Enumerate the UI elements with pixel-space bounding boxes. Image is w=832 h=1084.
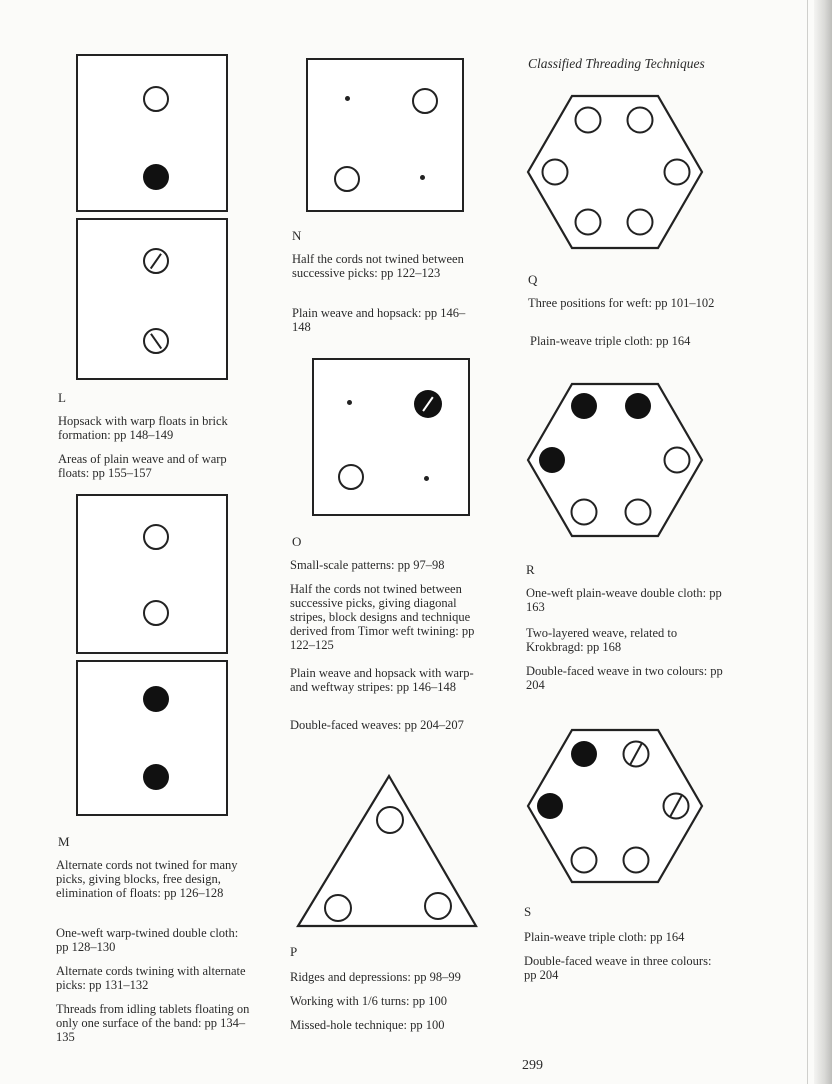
figure-n-caption: Half the cords not twined between successive picks: pp 122–123 <box>292 252 464 280</box>
hole-dot <box>420 175 425 180</box>
page-edge-line <box>807 0 808 1084</box>
figure-n-letter: N <box>292 228 302 243</box>
hole-filled <box>143 764 169 790</box>
figure-q-caption: Three positions for weft: pp 101–102 <box>528 296 715 310</box>
hole-dot <box>424 476 429 481</box>
figure-r-caption: Two-layered weave, related to Krokbragd: pp 168 <box>526 626 678 654</box>
figure-p-caption: Working with 1/6 turns: pp 100 <box>290 994 447 1008</box>
figure-p-triangle <box>292 772 482 932</box>
figure-o-caption: Plain weave and hopsack with warp- and weftway stripes: pp 146–148 <box>290 666 474 694</box>
figure-m-card-bottom <box>76 660 228 816</box>
figure-m-letter: M <box>58 834 70 849</box>
hole-open <box>412 88 438 114</box>
figure-r-letter: R <box>526 562 535 577</box>
figure-p-caption: Ridges and depressions: pp 98–99 <box>290 970 461 984</box>
figure-m-caption: One-weft warp-twined double cloth: pp 128–130 <box>56 926 239 954</box>
figure-s-caption: Double-faced weave in three colours: pp 204 <box>524 954 712 982</box>
figure-n-card <box>306 58 464 212</box>
figure-l-letter: L <box>58 390 66 405</box>
hole-slash-right <box>143 248 169 274</box>
figure-m-caption: Threads from idling tablets floating on only one surface of the band: pp 134–135 <box>56 1002 250 1044</box>
figure-q-caption: Plain-weave triple cloth: pp 164 <box>530 334 691 348</box>
hole-open <box>334 166 360 192</box>
page-edge-shadow <box>814 0 832 1084</box>
hole-dot <box>345 96 350 101</box>
hole-open <box>143 600 169 626</box>
figure-o-caption: Small-scale patterns: pp 97–98 <box>290 558 445 572</box>
figure-s-letter: S <box>524 904 532 919</box>
page-number: 299 <box>522 1058 543 1073</box>
hole-filled <box>143 164 169 190</box>
hole-open <box>338 464 364 490</box>
figure-q-letter: Q <box>528 272 538 287</box>
hole-filled <box>143 686 169 712</box>
figure-l-card-top <box>76 54 228 212</box>
figure-p-caption: Missed-hole technique: pp 100 <box>290 1018 445 1032</box>
figure-p-letter: P <box>290 944 298 959</box>
figure-n-caption: Plain weave and hopsack: pp 146–148 <box>292 306 466 334</box>
figure-o-caption: Double-faced weaves: pp 204–207 <box>290 718 464 732</box>
hole-filled-slash <box>414 390 442 418</box>
hole-open <box>143 86 169 112</box>
figure-l-caption: Hopsack with warp floats in brick formation: pp 148–149 <box>58 414 228 442</box>
figure-s-caption: Plain-weave triple cloth: pp 164 <box>524 930 685 944</box>
figure-l-caption: Areas of plain weave and of warp floats: pp 155–157 <box>58 452 227 480</box>
figure-r-hexagon <box>522 380 708 542</box>
figure-q-hexagon <box>522 92 708 254</box>
running-header: Classified Threading Techniques <box>528 56 705 71</box>
hole-slash-left <box>143 328 169 354</box>
figure-o-letter: O <box>292 534 302 549</box>
figure-m-caption: Alternate cords not twined for many picks, giving blocks, free design, elimination of floats: pp 126–128 <box>56 858 238 900</box>
hole-open <box>143 524 169 550</box>
figure-m-card-top <box>76 494 228 654</box>
figure-l-card-bottom <box>76 218 228 380</box>
figure-r-caption: One-weft plain-weave double cloth: pp 163 <box>526 586 722 614</box>
figure-o-caption: Half the cords not twined between successive picks, giving diagonal stripes, block designs and technique derived from Timor weft twining: pp 122–125 <box>290 582 475 652</box>
figure-r-caption: Double-faced weave in two colours: pp 204 <box>526 664 723 692</box>
figure-o-card <box>312 358 470 516</box>
hole-dot <box>347 400 352 405</box>
figure-s-hexagon <box>522 726 708 888</box>
figure-m-caption: Alternate cords twining with alternate picks: pp 131–132 <box>56 964 246 992</box>
